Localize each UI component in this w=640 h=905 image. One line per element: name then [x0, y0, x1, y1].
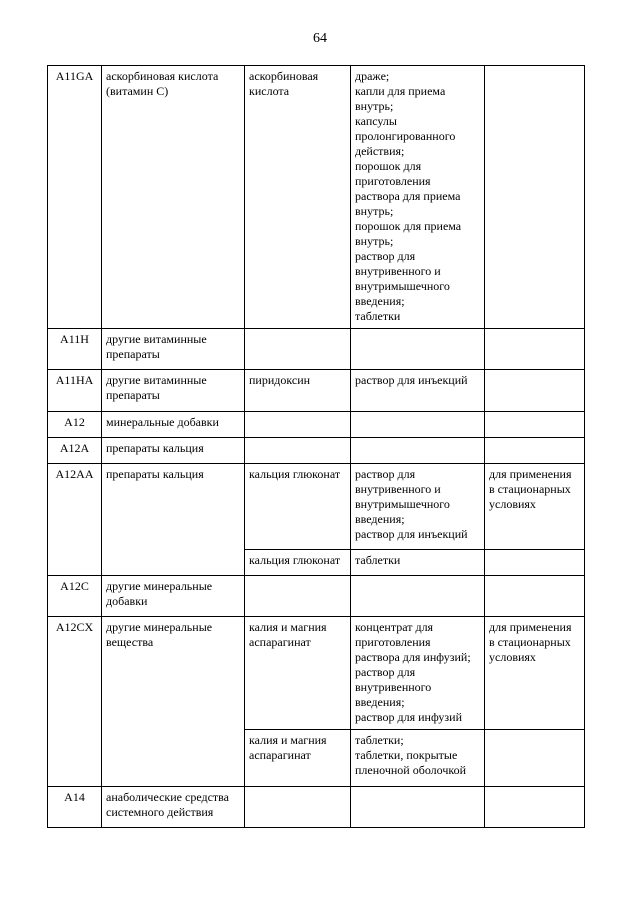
group-name-cell: препараты кальция — [102, 438, 245, 464]
table-row — [48, 66, 585, 329]
group-name-cell: анаболические средства системного действия — [102, 787, 245, 828]
note-cell: для применения в стационарных условиях — [485, 464, 585, 550]
note-cell — [485, 576, 585, 617]
note-cell — [485, 329, 585, 370]
atc-code-cell: A12A — [48, 438, 102, 464]
note-cell — [485, 66, 585, 329]
drug-table — [47, 65, 585, 828]
atc-code-cell: A12 — [48, 412, 102, 438]
drug-name-cell — [245, 438, 351, 464]
dosage-forms-cell — [351, 787, 485, 828]
drug-name-cell: пиридоксин — [245, 370, 351, 412]
drug-name-cell: кальция глюконат — [245, 550, 351, 576]
drug-name-cell: калия и магния аспарагинат — [245, 617, 351, 730]
drug-name-cell: калия и магния аспарагинат — [245, 730, 351, 787]
atc-code-cell: A11HA — [48, 370, 102, 412]
dosage-forms-cell — [351, 576, 485, 617]
atc-code-cell: A14 — [48, 787, 102, 828]
dosage-forms-cell: таблетки — [351, 550, 485, 576]
table-row — [48, 370, 585, 412]
note-cell — [485, 412, 585, 438]
table-row — [48, 329, 585, 370]
dosage-forms-cell: раствор для внутривенного и внутримышечного введения; раствор для инъекций — [351, 464, 485, 550]
drug-name-cell — [245, 787, 351, 828]
drug-name-cell — [245, 412, 351, 438]
drug-name-cell — [245, 329, 351, 370]
atc-code-cell: A12C — [48, 576, 102, 617]
dosage-forms-cell: концентрат для приготовления раствора для инфузий; раствор для внутривенного введения; раствор для инфузий — [351, 617, 485, 730]
group-name-cell: другие минеральные вещества — [102, 617, 245, 787]
atc-code-cell: A11GA — [48, 66, 102, 329]
note-cell — [485, 787, 585, 828]
atc-code-cell: A12AA — [48, 464, 102, 576]
note-cell — [485, 438, 585, 464]
dosage-forms-cell: таблетки; таблетки, покрытые пленочной оболочкой — [351, 730, 485, 787]
table-row — [48, 617, 585, 730]
group-name-cell: препараты кальция — [102, 464, 245, 576]
group-name-cell: другие минеральные добавки — [102, 576, 245, 617]
table-row — [48, 412, 585, 438]
note-cell — [485, 730, 585, 787]
note-cell — [485, 370, 585, 412]
page-number: 64 — [313, 31, 327, 46]
group-name-cell: аскорбиновая кислота (витамин С) — [102, 66, 245, 329]
note-cell — [485, 550, 585, 576]
group-name-cell: другие витаминные препараты — [102, 329, 245, 370]
drug-name-cell — [245, 576, 351, 617]
dosage-forms-cell — [351, 412, 485, 438]
table-row — [48, 464, 585, 550]
dosage-forms-cell: драже; капли для приема внутрь; капсулы пролонгированного действия; порошок для приготовления раствора для приема внутрь; порошок для приема внутрь; раствор для внутривенного и внутримышечного введения; таблетки — [351, 66, 485, 329]
group-name-cell: минеральные добавки — [102, 412, 245, 438]
table-row — [48, 787, 585, 828]
atc-code-cell: A11H — [48, 329, 102, 370]
group-name-cell: другие витаминные препараты — [102, 370, 245, 412]
note-cell: для применения в стационарных условиях — [485, 617, 585, 730]
table-row — [48, 576, 585, 617]
dosage-forms-cell: раствор для инъекций — [351, 370, 485, 412]
drug-name-cell: кальция глюконат — [245, 464, 351, 550]
dosage-forms-cell — [351, 329, 485, 370]
dosage-forms-cell — [351, 438, 485, 464]
table-row — [48, 438, 585, 464]
drug-name-cell: аскорбиновая кислота — [245, 66, 351, 329]
atc-code-cell: A12CX — [48, 617, 102, 787]
